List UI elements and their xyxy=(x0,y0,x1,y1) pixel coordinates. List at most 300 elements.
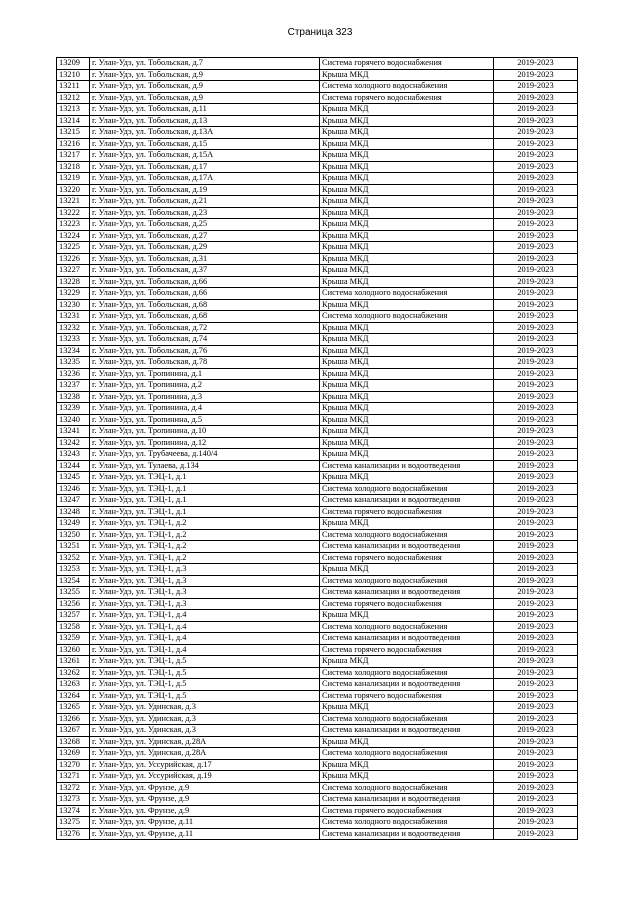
table-row xyxy=(57,58,578,70)
record-number-cell: 13273 xyxy=(57,794,90,806)
record-number-cell: 13259 xyxy=(57,633,90,645)
table-row xyxy=(57,794,578,806)
page-number-label: Страница 323 xyxy=(287,27,353,38)
record-number-cell: 13239 xyxy=(57,403,90,415)
work-type-cell: Крыша МКД xyxy=(320,253,494,265)
record-number-cell: 13257 xyxy=(57,610,90,622)
work-type-cell: Крыша МКД xyxy=(320,230,494,242)
record-number-cell: 13264 xyxy=(57,690,90,702)
repair-schedule-table xyxy=(56,57,578,840)
record-number-cell: 13211 xyxy=(57,81,90,93)
period-cell: 2019-2023 xyxy=(494,748,578,760)
table-row xyxy=(57,219,578,231)
work-type-cell: Система холодного водоснабжения xyxy=(320,311,494,323)
record-number-cell: 13224 xyxy=(57,230,90,242)
address-cell: г. Улан-Удэ, ул. Фрунзе, д.11 xyxy=(90,817,320,829)
work-type-cell: Система канализации и водоотведения xyxy=(320,828,494,840)
address-cell: г. Улан-Удэ, ул. Уссурийская, д.19 xyxy=(90,771,320,783)
period-cell: 2019-2023 xyxy=(494,230,578,242)
period-cell: 2019-2023 xyxy=(494,771,578,783)
table-row xyxy=(57,403,578,415)
record-number-cell: 13218 xyxy=(57,161,90,173)
record-number-cell: 13265 xyxy=(57,702,90,714)
period-cell: 2019-2023 xyxy=(494,322,578,334)
address-cell: г. Улан-Удэ, ул. Тобольская, д.76 xyxy=(90,345,320,357)
table-row xyxy=(57,564,578,576)
period-cell: 2019-2023 xyxy=(494,667,578,679)
address-cell: г. Улан-Удэ, ул. Тобольская, д.21 xyxy=(90,196,320,208)
table-row xyxy=(57,104,578,116)
record-number-cell: 13247 xyxy=(57,495,90,507)
table-row xyxy=(57,345,578,357)
record-number-cell: 13238 xyxy=(57,391,90,403)
table-body xyxy=(57,58,578,840)
work-type-cell: Крыша МКД xyxy=(320,610,494,622)
address-cell: г. Улан-Удэ, ул. Фрунзе, д.9 xyxy=(90,782,320,794)
address-cell: г. Улан-Удэ, ул. Тропинина, д.10 xyxy=(90,426,320,438)
period-cell: 2019-2023 xyxy=(494,644,578,656)
address-cell: г. Улан-Удэ, ул. ТЭЦ-1, д.5 xyxy=(90,656,320,668)
record-number-cell: 13228 xyxy=(57,276,90,288)
address-cell: г. Улан-Удэ, ул. ТЭЦ-1, д.3 xyxy=(90,564,320,576)
table-row xyxy=(57,472,578,484)
table-row xyxy=(57,92,578,104)
record-number-cell: 13253 xyxy=(57,564,90,576)
table-row xyxy=(57,196,578,208)
table-row xyxy=(57,230,578,242)
record-number-cell: 13222 xyxy=(57,207,90,219)
work-type-cell: Система холодного водоснабжения xyxy=(320,621,494,633)
page-header xyxy=(0,27,640,38)
address-cell: г. Улан-Удэ, ул. Тобольская, д.74 xyxy=(90,334,320,346)
record-number-cell: 13255 xyxy=(57,587,90,599)
table-row xyxy=(57,483,578,495)
period-cell: 2019-2023 xyxy=(494,621,578,633)
address-cell: г. Улан-Удэ, ул. Тобольская, д.9 xyxy=(90,69,320,81)
table-row xyxy=(57,357,578,369)
table-row xyxy=(57,805,578,817)
table-row xyxy=(57,207,578,219)
address-cell: г. Улан-Удэ, ул. ТЭЦ-1, д.1 xyxy=(90,483,320,495)
record-number-cell: 13243 xyxy=(57,449,90,461)
record-number-cell: 13241 xyxy=(57,426,90,438)
period-cell: 2019-2023 xyxy=(494,437,578,449)
period-cell: 2019-2023 xyxy=(494,253,578,265)
work-type-cell: Крыша МКД xyxy=(320,564,494,576)
period-cell: 2019-2023 xyxy=(494,391,578,403)
work-type-cell: Крыша МКД xyxy=(320,345,494,357)
record-number-cell: 13271 xyxy=(57,771,90,783)
address-cell: г. Улан-Удэ, ул. Тобольская, д.17 xyxy=(90,161,320,173)
table-row xyxy=(57,69,578,81)
address-cell: г. Улан-Удэ, ул. Удинская, д.3 xyxy=(90,702,320,714)
table-row xyxy=(57,311,578,323)
table-row xyxy=(57,414,578,426)
address-cell: г. Улан-Удэ, ул. Тобольская, д.68 xyxy=(90,299,320,311)
address-cell: г. Улан-Удэ, ул. ТЭЦ-1, д.4 xyxy=(90,610,320,622)
record-number-cell: 13260 xyxy=(57,644,90,656)
period-cell: 2019-2023 xyxy=(494,196,578,208)
table-row xyxy=(57,552,578,564)
work-type-cell: Система канализации и водоотведения xyxy=(320,794,494,806)
address-cell: г. Улан-Удэ, ул. Фрунзе, д.9 xyxy=(90,794,320,806)
work-type-cell: Система канализации и водоотведения xyxy=(320,587,494,599)
period-cell: 2019-2023 xyxy=(494,529,578,541)
address-cell: г. Улан-Удэ, ул. ТЭЦ-1, д.2 xyxy=(90,552,320,564)
work-type-cell: Крыша МКД xyxy=(320,334,494,346)
address-cell: г. Улан-Удэ, ул. Тобольская, д.15А xyxy=(90,150,320,162)
table-row xyxy=(57,138,578,150)
work-type-cell: Крыша МКД xyxy=(320,242,494,254)
address-cell: г. Улан-Удэ, ул. ТЭЦ-1, д.2 xyxy=(90,529,320,541)
address-cell: г. Улан-Удэ, ул. ТЭЦ-1, д.4 xyxy=(90,644,320,656)
table-row xyxy=(57,299,578,311)
record-number-cell: 13258 xyxy=(57,621,90,633)
address-cell: г. Улан-Удэ, ул. Тобольская, д.17А xyxy=(90,173,320,185)
address-cell: г. Улан-Удэ, ул. Тулаева, д.134 xyxy=(90,460,320,472)
record-number-cell: 13221 xyxy=(57,196,90,208)
record-number-cell: 13236 xyxy=(57,368,90,380)
work-type-cell: Крыша МКД xyxy=(320,184,494,196)
table-row xyxy=(57,518,578,530)
record-number-cell: 13230 xyxy=(57,299,90,311)
work-type-cell: Крыша МКД xyxy=(320,299,494,311)
table-row xyxy=(57,644,578,656)
table-row xyxy=(57,150,578,162)
address-cell: г. Улан-Удэ, ул. Тобольская, д.66 xyxy=(90,288,320,300)
work-type-cell: Крыша МКД xyxy=(320,161,494,173)
work-type-cell: Крыша МКД xyxy=(320,322,494,334)
record-number-cell: 13261 xyxy=(57,656,90,668)
record-number-cell: 13256 xyxy=(57,598,90,610)
work-type-cell: Крыша МКД xyxy=(320,138,494,150)
record-number-cell: 13252 xyxy=(57,552,90,564)
address-cell: г. Улан-Удэ, ул. ТЭЦ-1, д.3 xyxy=(90,587,320,599)
table-row xyxy=(57,449,578,461)
period-cell: 2019-2023 xyxy=(494,460,578,472)
address-cell: г. Улан-Удэ, ул. Тобольская, д.72 xyxy=(90,322,320,334)
address-cell: г. Улан-Удэ, ул. Тобольская, д.13А xyxy=(90,127,320,139)
work-type-cell: Система холодного водоснабжения xyxy=(320,748,494,760)
work-type-cell: Крыша МКД xyxy=(320,115,494,127)
address-cell: г. Улан-Удэ, ул. Удинская, д.28А xyxy=(90,748,320,760)
address-cell: г. Улан-Удэ, ул. Фрунзе, д.11 xyxy=(90,828,320,840)
record-number-cell: 13263 xyxy=(57,679,90,691)
period-cell: 2019-2023 xyxy=(494,736,578,748)
work-type-cell: Система холодного водоснабжения xyxy=(320,817,494,829)
period-cell: 2019-2023 xyxy=(494,759,578,771)
work-type-cell: Крыша МКД xyxy=(320,265,494,277)
address-cell: г. Улан-Удэ, ул. Тропинина, д.2 xyxy=(90,380,320,392)
work-type-cell: Крыша МКД xyxy=(320,368,494,380)
work-type-cell: Крыша МКД xyxy=(320,276,494,288)
address-cell: г. Улан-Удэ, ул. ТЭЦ-1, д.5 xyxy=(90,690,320,702)
period-cell: 2019-2023 xyxy=(494,552,578,564)
period-cell: 2019-2023 xyxy=(494,610,578,622)
address-cell: г. Улан-Удэ, ул. Тобольская, д.9 xyxy=(90,81,320,93)
record-number-cell: 13231 xyxy=(57,311,90,323)
address-cell: г. Улан-Удэ, ул. Тобольская, д.11 xyxy=(90,104,320,116)
period-cell: 2019-2023 xyxy=(494,725,578,737)
table-row xyxy=(57,575,578,587)
period-cell: 2019-2023 xyxy=(494,104,578,116)
table-row xyxy=(57,391,578,403)
table-row xyxy=(57,334,578,346)
period-cell: 2019-2023 xyxy=(494,276,578,288)
table-row xyxy=(57,322,578,334)
record-number-cell: 13249 xyxy=(57,518,90,530)
address-cell: г. Улан-Удэ, ул. Тобольская, д.78 xyxy=(90,357,320,369)
record-number-cell: 13215 xyxy=(57,127,90,139)
address-cell: г. Улан-Удэ, ул. Удинская, д.3 xyxy=(90,725,320,737)
table-row xyxy=(57,81,578,93)
table-row xyxy=(57,656,578,668)
work-type-cell: Система горячего водоснабжения xyxy=(320,805,494,817)
table-row xyxy=(57,288,578,300)
table-row xyxy=(57,127,578,139)
address-cell: г. Улан-Удэ, ул. Тропинина, д.1 xyxy=(90,368,320,380)
table-row xyxy=(57,495,578,507)
record-number-cell: 13229 xyxy=(57,288,90,300)
address-cell: г. Улан-Удэ, ул. Удинская, д.28А xyxy=(90,736,320,748)
address-cell: г. Улан-Удэ, ул. Уссурийская, д.17 xyxy=(90,759,320,771)
work-type-cell: Крыша МКД xyxy=(320,771,494,783)
table-row xyxy=(57,771,578,783)
period-cell: 2019-2023 xyxy=(494,794,578,806)
work-type-cell: Крыша МКД xyxy=(320,219,494,231)
address-cell: г. Улан-Удэ, ул. Тобольская, д.37 xyxy=(90,265,320,277)
period-cell: 2019-2023 xyxy=(494,299,578,311)
record-number-cell: 13245 xyxy=(57,472,90,484)
period-cell: 2019-2023 xyxy=(494,288,578,300)
work-type-cell: Крыша МКД xyxy=(320,127,494,139)
record-number-cell: 13220 xyxy=(57,184,90,196)
work-type-cell: Крыша МКД xyxy=(320,414,494,426)
table-row xyxy=(57,679,578,691)
record-number-cell: 13244 xyxy=(57,460,90,472)
work-type-cell: Система холодного водоснабжения xyxy=(320,782,494,794)
period-cell: 2019-2023 xyxy=(494,805,578,817)
work-type-cell: Крыша МКД xyxy=(320,173,494,185)
table-row xyxy=(57,184,578,196)
record-number-cell: 13210 xyxy=(57,69,90,81)
work-type-cell: Система горячего водоснабжения xyxy=(320,644,494,656)
work-type-cell: Система канализации и водоотведения xyxy=(320,495,494,507)
table-row xyxy=(57,610,578,622)
table-row xyxy=(57,587,578,599)
table-row xyxy=(57,702,578,714)
record-number-cell: 13246 xyxy=(57,483,90,495)
address-cell: г. Улан-Удэ, ул. Тобольская, д.9 xyxy=(90,92,320,104)
record-number-cell: 13235 xyxy=(57,357,90,369)
address-cell: г. Улан-Удэ, ул. ТЭЦ-1, д.5 xyxy=(90,679,320,691)
record-number-cell: 13275 xyxy=(57,817,90,829)
work-type-cell: Система холодного водоснабжения xyxy=(320,667,494,679)
record-number-cell: 13267 xyxy=(57,725,90,737)
record-number-cell: 13223 xyxy=(57,219,90,231)
table-row xyxy=(57,817,578,829)
period-cell: 2019-2023 xyxy=(494,713,578,725)
period-cell: 2019-2023 xyxy=(494,702,578,714)
address-cell: г. Улан-Удэ, ул. Удинская, д.3 xyxy=(90,713,320,725)
work-type-cell: Система горячего водоснабжения xyxy=(320,92,494,104)
record-number-cell: 13240 xyxy=(57,414,90,426)
record-number-cell: 13254 xyxy=(57,575,90,587)
period-cell: 2019-2023 xyxy=(494,633,578,645)
work-type-cell: Крыша МКД xyxy=(320,656,494,668)
record-number-cell: 13225 xyxy=(57,242,90,254)
address-cell: г. Улан-Удэ, ул. ТЭЦ-1, д.2 xyxy=(90,518,320,530)
record-number-cell: 13274 xyxy=(57,805,90,817)
address-cell: г. Улан-Удэ, ул. Тропинина, д.5 xyxy=(90,414,320,426)
address-cell: г. Улан-Удэ, ул. Тобольская, д.29 xyxy=(90,242,320,254)
record-number-cell: 13219 xyxy=(57,173,90,185)
work-type-cell: Система горячего водоснабжения xyxy=(320,598,494,610)
table-row xyxy=(57,736,578,748)
table-row xyxy=(57,598,578,610)
address-cell: г. Улан-Удэ, ул. ТЭЦ-1, д.5 xyxy=(90,667,320,679)
table-row xyxy=(57,426,578,438)
table-row xyxy=(57,748,578,760)
table-row xyxy=(57,529,578,541)
period-cell: 2019-2023 xyxy=(494,219,578,231)
record-number-cell: 13213 xyxy=(57,104,90,116)
address-cell: г. Улан-Удэ, ул. Тобольская, д.31 xyxy=(90,253,320,265)
record-number-cell: 13209 xyxy=(57,58,90,70)
address-cell: г. Улан-Удэ, ул. ТЭЦ-1, д.2 xyxy=(90,541,320,553)
work-type-cell: Система горячего водоснабжения xyxy=(320,506,494,518)
work-type-cell: Система горячего водоснабжения xyxy=(320,690,494,702)
period-cell: 2019-2023 xyxy=(494,69,578,81)
period-cell: 2019-2023 xyxy=(494,150,578,162)
record-number-cell: 13217 xyxy=(57,150,90,162)
work-type-cell: Система горячего водоснабжения xyxy=(320,58,494,70)
record-number-cell: 13232 xyxy=(57,322,90,334)
table-row xyxy=(57,713,578,725)
work-type-cell: Крыша МКД xyxy=(320,357,494,369)
period-cell: 2019-2023 xyxy=(494,184,578,196)
record-number-cell: 13216 xyxy=(57,138,90,150)
work-type-cell: Крыша МКД xyxy=(320,759,494,771)
table-row xyxy=(57,690,578,702)
work-type-cell: Система холодного водоснабжения xyxy=(320,288,494,300)
period-cell: 2019-2023 xyxy=(494,115,578,127)
table-row xyxy=(57,460,578,472)
period-cell: 2019-2023 xyxy=(494,357,578,369)
period-cell: 2019-2023 xyxy=(494,564,578,576)
table-row xyxy=(57,506,578,518)
table-row xyxy=(57,161,578,173)
record-number-cell: 13270 xyxy=(57,759,90,771)
address-cell: г. Улан-Удэ, ул. ТЭЦ-1, д.1 xyxy=(90,495,320,507)
period-cell: 2019-2023 xyxy=(494,495,578,507)
record-number-cell: 13276 xyxy=(57,828,90,840)
work-type-cell: Крыша МКД xyxy=(320,403,494,415)
address-cell: г. Улан-Удэ, ул. Тропинина, д.4 xyxy=(90,403,320,415)
record-number-cell: 13248 xyxy=(57,506,90,518)
work-type-cell: Крыша МКД xyxy=(320,69,494,81)
table-row xyxy=(57,759,578,771)
period-cell: 2019-2023 xyxy=(494,242,578,254)
period-cell: 2019-2023 xyxy=(494,403,578,415)
record-number-cell: 13227 xyxy=(57,265,90,277)
table-row xyxy=(57,828,578,840)
record-number-cell: 13212 xyxy=(57,92,90,104)
work-type-cell: Крыша МКД xyxy=(320,207,494,219)
work-type-cell: Крыша МКД xyxy=(320,196,494,208)
table-row xyxy=(57,242,578,254)
work-type-cell: Система канализации и водоотведения xyxy=(320,725,494,737)
table-row xyxy=(57,725,578,737)
address-cell: г. Улан-Удэ, ул. ТЭЦ-1, д.3 xyxy=(90,598,320,610)
record-number-cell: 13233 xyxy=(57,334,90,346)
period-cell: 2019-2023 xyxy=(494,368,578,380)
table-row xyxy=(57,380,578,392)
address-cell: г. Улан-Удэ, ул. Тропинина, д.12 xyxy=(90,437,320,449)
work-type-cell: Крыша МКД xyxy=(320,449,494,461)
work-type-cell: Крыша МКД xyxy=(320,426,494,438)
address-cell: г. Улан-Удэ, ул. Тобольская, д.68 xyxy=(90,311,320,323)
work-type-cell: Система холодного водоснабжения xyxy=(320,713,494,725)
period-cell: 2019-2023 xyxy=(494,265,578,277)
address-cell: г. Улан-Удэ, ул. ТЭЦ-1, д.1 xyxy=(90,472,320,484)
period-cell: 2019-2023 xyxy=(494,345,578,357)
period-cell: 2019-2023 xyxy=(494,541,578,553)
address-cell: г. Улан-Удэ, ул. Тобольская, д.13 xyxy=(90,115,320,127)
address-cell: г. Улан-Удэ, ул. Тобольская, д.19 xyxy=(90,184,320,196)
address-cell: г. Улан-Удэ, ул. ТЭЦ-1, д.4 xyxy=(90,621,320,633)
record-number-cell: 13268 xyxy=(57,736,90,748)
period-cell: 2019-2023 xyxy=(494,575,578,587)
table-row xyxy=(57,253,578,265)
address-cell: г. Улан-Удэ, ул. Тобольская, д.7 xyxy=(90,58,320,70)
record-number-cell: 13226 xyxy=(57,253,90,265)
period-cell: 2019-2023 xyxy=(494,587,578,599)
address-cell: г. Улан-Удэ, ул. Тобольская, д.66 xyxy=(90,276,320,288)
record-number-cell: 13262 xyxy=(57,667,90,679)
work-type-cell: Система холодного водоснабжения xyxy=(320,575,494,587)
table-row xyxy=(57,437,578,449)
repair-schedule-table-container xyxy=(56,57,578,840)
record-number-cell: 13242 xyxy=(57,437,90,449)
work-type-cell: Система холодного водоснабжения xyxy=(320,529,494,541)
record-number-cell: 13266 xyxy=(57,713,90,725)
period-cell: 2019-2023 xyxy=(494,92,578,104)
period-cell: 2019-2023 xyxy=(494,207,578,219)
table-row xyxy=(57,633,578,645)
work-type-cell: Система канализации и водоотведения xyxy=(320,633,494,645)
address-cell: г. Улан-Удэ, ул. ТЭЦ-1, д.1 xyxy=(90,506,320,518)
work-type-cell: Система канализации и водоотведения xyxy=(320,541,494,553)
record-number-cell: 13234 xyxy=(57,345,90,357)
period-cell: 2019-2023 xyxy=(494,334,578,346)
table-row xyxy=(57,667,578,679)
period-cell: 2019-2023 xyxy=(494,173,578,185)
period-cell: 2019-2023 xyxy=(494,81,578,93)
period-cell: 2019-2023 xyxy=(494,782,578,794)
work-type-cell: Крыша МКД xyxy=(320,437,494,449)
period-cell: 2019-2023 xyxy=(494,817,578,829)
period-cell: 2019-2023 xyxy=(494,449,578,461)
work-type-cell: Система холодного водоснабжения xyxy=(320,81,494,93)
table-row xyxy=(57,276,578,288)
table-row xyxy=(57,541,578,553)
period-cell: 2019-2023 xyxy=(494,380,578,392)
table-row xyxy=(57,173,578,185)
work-type-cell: Система горячего водоснабжения xyxy=(320,552,494,564)
period-cell: 2019-2023 xyxy=(494,311,578,323)
period-cell: 2019-2023 xyxy=(494,828,578,840)
